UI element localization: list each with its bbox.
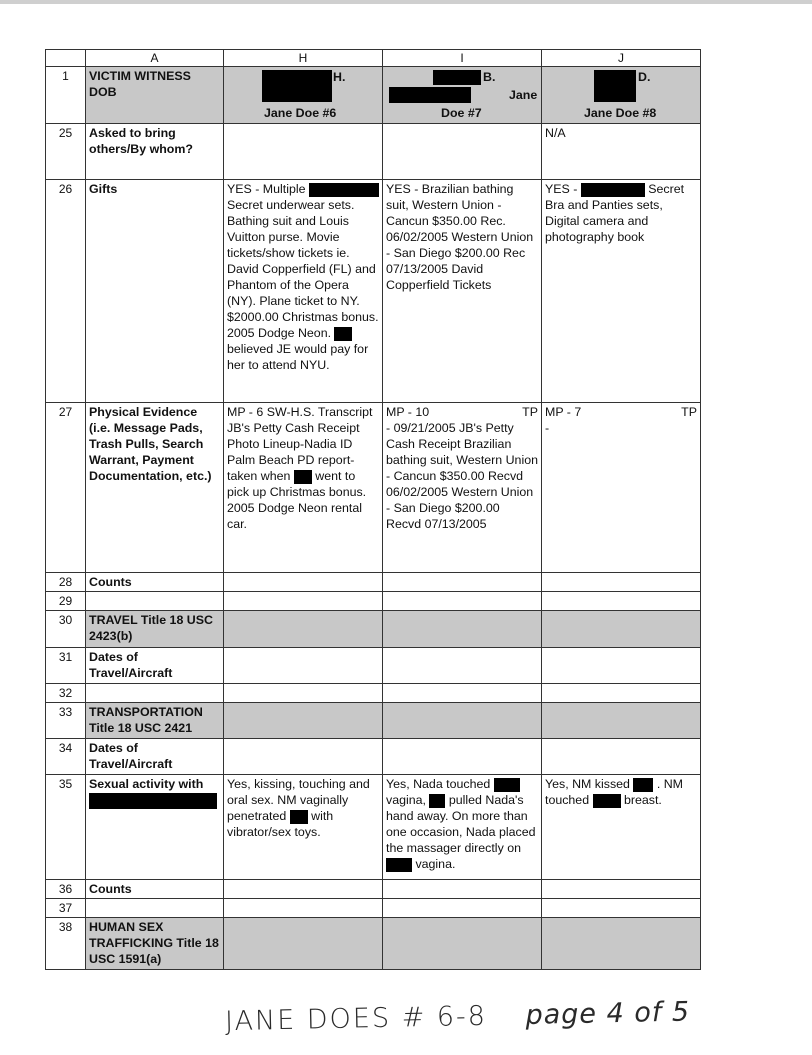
redaction-block (433, 70, 481, 85)
cell-i (383, 918, 542, 970)
victim-h-cell (224, 67, 383, 124)
section-row-trafficking (46, 918, 701, 970)
redaction-block (389, 87, 471, 103)
row-number: 33 (46, 703, 86, 739)
cell-text: . NM touched (545, 777, 683, 807)
cell-text: TP (522, 405, 538, 419)
cell-i (383, 703, 542, 739)
footer-page-number: page 4 of 5 (525, 996, 691, 1031)
row-number: 34 (46, 739, 86, 775)
cell-j (542, 573, 701, 592)
cell-h (224, 648, 383, 684)
row-label: Dates of Travel/Aircraft (86, 739, 224, 775)
redaction-block (386, 858, 412, 872)
row-number: 30 (46, 611, 86, 648)
victim-i-initial: B. (483, 70, 496, 84)
cell-h (224, 775, 383, 880)
row-number: 38 (46, 918, 86, 970)
redaction-block (89, 793, 217, 809)
table-row (46, 775, 701, 880)
row-label: Physical Evidence (i.e. Message Pads, Trash Pulls, Search Warrant, Payment Documentation, etc.) (86, 403, 224, 573)
row-number: 1 (46, 67, 86, 124)
row-number: 26 (46, 180, 86, 403)
cell-i (383, 739, 542, 775)
cell-j (542, 739, 701, 775)
cell-text: Sexual activity with (89, 777, 204, 791)
table-row (46, 899, 701, 918)
cell-text: pulled Nada's hand away. On more than one occasion, Nada placed the massager directly on (386, 793, 536, 855)
cell-j (542, 899, 701, 918)
column-header-h: H (224, 50, 383, 67)
cell-j (542, 648, 701, 684)
cell-j (542, 180, 701, 403)
redaction-block (581, 183, 645, 197)
cell-i (383, 403, 542, 573)
table-row (46, 684, 701, 703)
cell-h (224, 880, 383, 899)
cell-h (224, 918, 383, 970)
cell-h (224, 611, 383, 648)
cell-text: Yes, kissing, touching and oral sex. NM vaginally penetrated (227, 777, 370, 823)
victim-i-cell (383, 67, 542, 124)
row-number: 32 (46, 684, 86, 703)
cell-i (383, 124, 542, 180)
redaction-block (429, 794, 445, 808)
cell-h (224, 703, 383, 739)
redaction-block (494, 778, 520, 792)
victim-i-name-part2: Doe #7 (441, 106, 482, 120)
row-number: 25 (46, 124, 86, 180)
row-label (86, 592, 224, 611)
cell-j (542, 403, 701, 573)
cell-text: Yes, NM kissed (545, 777, 630, 791)
row-label (86, 775, 224, 880)
scan-edge (0, 0, 812, 4)
redaction-block (594, 70, 636, 102)
cell-text: went to pick up Christmas bonus. 2005 Dodge Neon rental car. (227, 469, 367, 531)
cell-text: YES - (545, 182, 578, 196)
row-label: TRAVEL Title 18 USC 2423(b) (86, 611, 224, 648)
cell-text: MP - 7 (545, 405, 582, 419)
cell-i (383, 684, 542, 703)
spreadsheet-table (45, 49, 701, 970)
table-row (46, 180, 701, 403)
cell-j (542, 880, 701, 899)
cell-j (542, 592, 701, 611)
cell-i (383, 592, 542, 611)
cell-text: Secret Bra and Panties sets, Digital camera and photography book (545, 182, 685, 244)
cell-text: vagina. (415, 857, 456, 871)
victim-witness-dob-label: VICTIM WITNESS DOB (86, 67, 224, 124)
cell-j (542, 775, 701, 880)
cell-h (224, 573, 383, 592)
table-row (46, 880, 701, 899)
redaction-block (593, 794, 621, 808)
cell-h (224, 684, 383, 703)
corner-cell (46, 50, 86, 67)
cell-h (224, 124, 383, 180)
redaction-block (309, 183, 379, 197)
column-header-a: A (86, 50, 224, 67)
cell-text: MP - 6 SW-H.S. Transcript JB's Petty Cash Receipt Photo Lineup-Nadia ID Palm Beach PD report-taken when (227, 405, 373, 483)
victim-header-row (46, 67, 701, 124)
column-header-i: I (383, 50, 542, 67)
cell-text: - (545, 421, 550, 435)
row-label: HUMAN SEX TRAFFICKING Title 18 USC 1591(a) (86, 918, 224, 970)
row-label: Gifts (86, 180, 224, 403)
footer-title: JANE DOES # 6-8 (224, 1000, 488, 1038)
cell-text: with vibrator/sex toys. (227, 809, 334, 839)
row-number: 29 (46, 592, 86, 611)
row-label: Asked to bring others/By whom? (86, 124, 224, 180)
cell-text: Yes, Nada touched (386, 777, 491, 791)
cell-j (542, 703, 701, 739)
row-label (86, 899, 224, 918)
victim-i-name-part1: Jane (509, 88, 538, 102)
redaction-block (294, 470, 312, 484)
cell-i (383, 648, 542, 684)
cell-text: breast. (624, 793, 662, 807)
cell-j: N/A (542, 124, 701, 180)
redaction-block (290, 810, 308, 824)
cell-i: YES - Brazilian bathing suit, Western Union - Cancun $350.00 Rec. 06/02/2005 Western Union - San Diego $200.00 Rec 07/13/2005 David Copperfield Tickets (383, 180, 542, 403)
cell-h (224, 899, 383, 918)
cell-text: Secret underwear sets. Bathing suit and Louis Vuitton purse. Movie tickets/show tickets ie. David Copperfield (FL) and Phantom of the Opera (NY). Plane ticket to NY. $2000.00 Christmas bonus. 2005 Dodge Neon. (227, 198, 379, 340)
redaction-block (334, 327, 352, 341)
victim-j-name: Jane Doe #8 (584, 106, 657, 120)
row-number: 36 (46, 880, 86, 899)
cell-text: vagina, (386, 793, 426, 807)
cell-j (542, 918, 701, 970)
row-label (86, 684, 224, 703)
cell-text: MP - 10 (386, 405, 430, 419)
row-number: 37 (46, 899, 86, 918)
cell-i (383, 899, 542, 918)
row-number: 31 (46, 648, 86, 684)
cell-h (224, 592, 383, 611)
column-header-row (46, 50, 701, 67)
table-row (46, 124, 701, 180)
redaction-block (633, 778, 653, 792)
row-number: 27 (46, 403, 86, 573)
victim-h-initial: H. (333, 70, 346, 84)
handwritten-footer (225, 996, 726, 1037)
row-label: Dates of Travel/Aircraft (86, 648, 224, 684)
row-label: Counts (86, 573, 224, 592)
row-number: 28 (46, 573, 86, 592)
victim-j-cell (542, 67, 701, 124)
cell-i (383, 611, 542, 648)
cell-i (383, 573, 542, 592)
victim-h-name: Jane Doe #6 (264, 106, 337, 120)
section-row-travel (46, 611, 701, 648)
table-row (46, 403, 701, 573)
cell-h (224, 403, 383, 573)
cell-j (542, 611, 701, 648)
cell-j (542, 684, 701, 703)
cell-i (383, 880, 542, 899)
row-number: 35 (46, 775, 86, 880)
cell-h (224, 180, 383, 403)
cell-text: - 09/21/2005 JB's Petty Cash Receipt Brazilian bathing suit, Western Union - Cancun $350.00 Recvd 06/02/2005 Western Union - San Diego $200.00 Recvd 07/13/2005 (386, 421, 538, 531)
cell-i (383, 775, 542, 880)
table-row (46, 739, 701, 775)
cell-text: TP (681, 405, 697, 419)
cell-h (224, 739, 383, 775)
table-row (46, 573, 701, 592)
table-row (46, 592, 701, 611)
row-label: TRANSPORTATION Title 18 USC 2421 (86, 703, 224, 739)
victim-j-initial: D. (638, 70, 651, 84)
column-header-j: J (542, 50, 701, 67)
redaction-block (262, 70, 332, 102)
section-row-transportation (46, 703, 701, 739)
table-row (46, 648, 701, 684)
row-label: Counts (86, 880, 224, 899)
cell-text: believed JE would pay for her to attend NYU. (227, 342, 369, 372)
cell-text: YES - Multiple (227, 182, 306, 196)
